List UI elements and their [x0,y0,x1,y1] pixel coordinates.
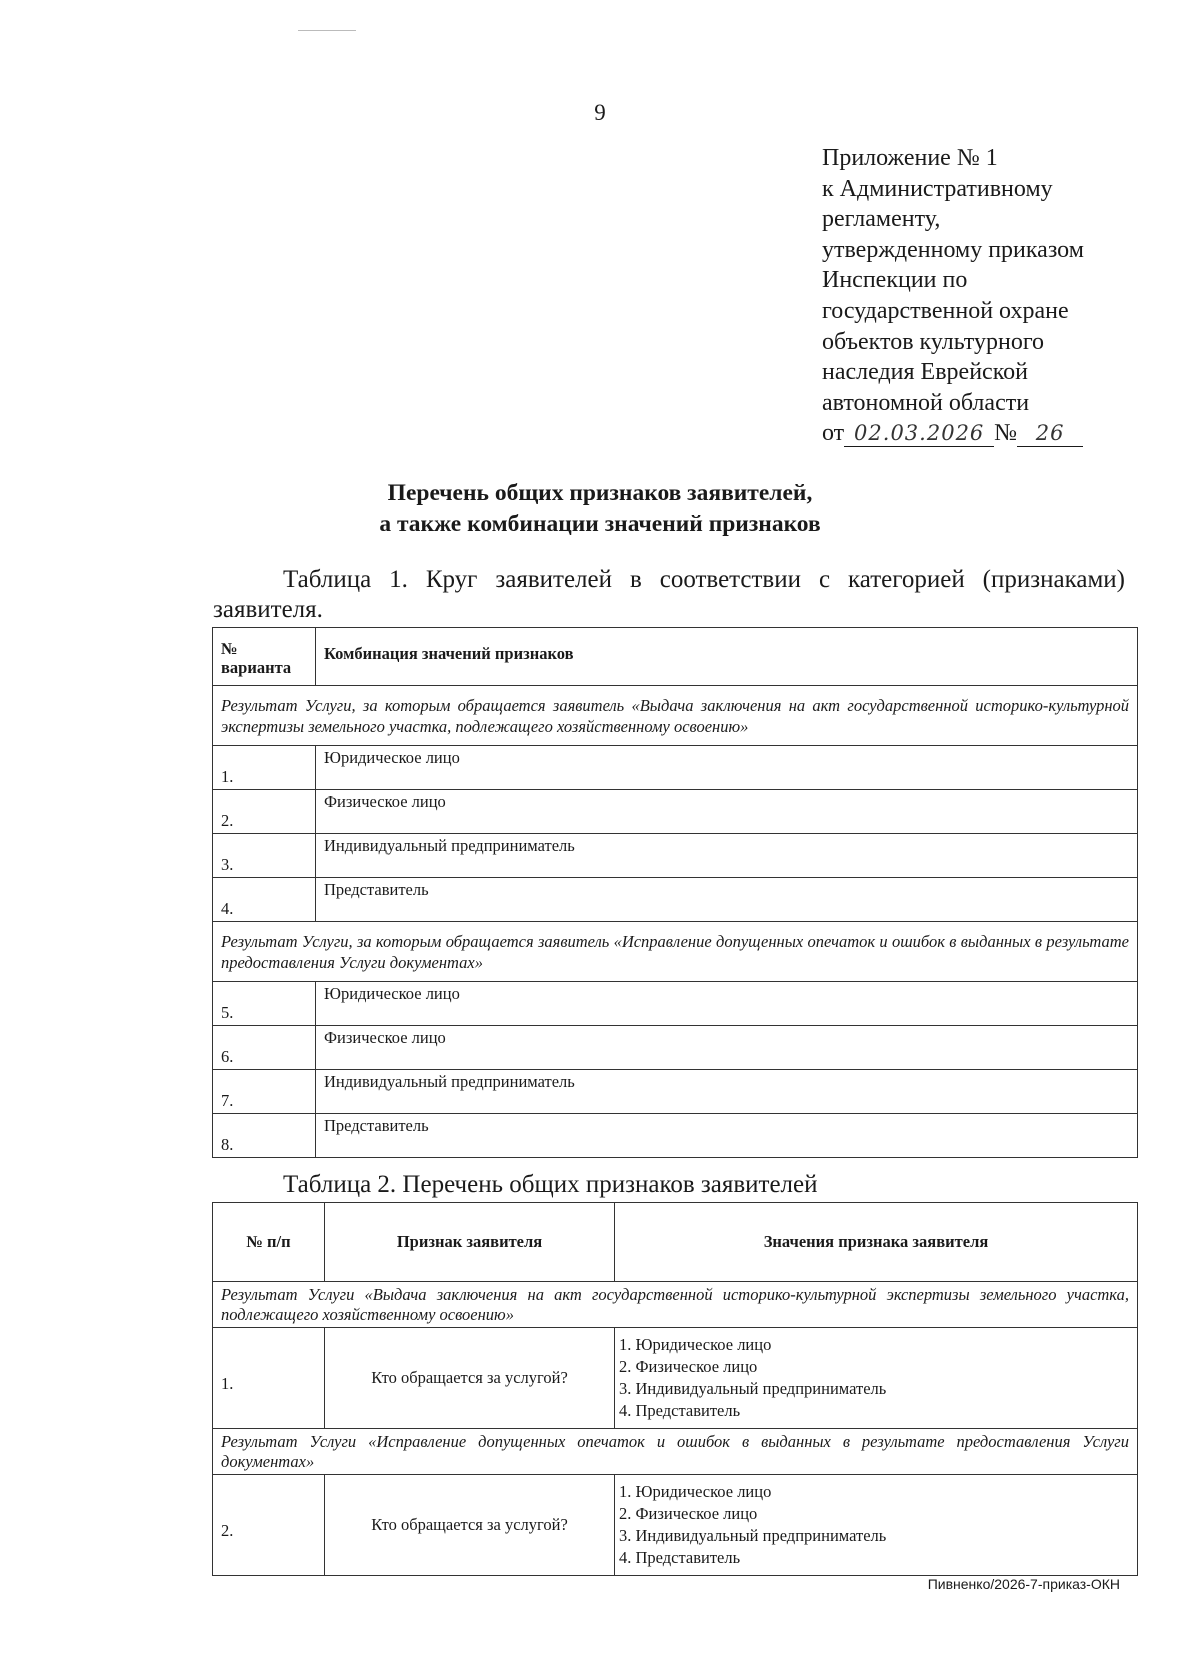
appendix-line: Приложение № 1 [822,145,998,171]
from-label: от [822,420,845,447]
section-title: Результат Услуги «Выдача заключения на акт государственной историко-культурной экспертизы земельного участка, подлежащего хозяйственному освоению» [213,1282,1138,1328]
table-row [213,790,1138,834]
row-question: Кто обращается за услугой? [325,1475,615,1576]
value-item: 2. Физическое лицо [619,1504,758,1523]
table-row [213,982,1138,1026]
document-title [0,478,1200,540]
title-line-2: а также комбинации значений признаков [379,511,821,537]
applicant-attributes-table [212,1202,1138,1576]
scan-artifact-line [298,30,356,31]
row-value: Представитель [316,878,1138,922]
table-header-row [213,1203,1138,1282]
row-number: 7. [213,1070,316,1114]
handwritten-number: 26 [1017,418,1083,447]
table-row [213,1026,1138,1070]
value-item: 3. Индивидуальный предприниматель [619,1526,887,1545]
appendix-line: автономной области [822,389,1030,416]
header-combination: Комбинация значений признаков [316,628,1138,686]
appendix-line: регламенту, [822,206,941,233]
table-section-row [213,686,1138,746]
header-attribute-values: Значения признака заявителя [615,1203,1138,1282]
appendix-block [822,143,1172,449]
table-section-row [213,1282,1138,1328]
number-label: № [994,420,1018,447]
handwritten-date: 02.03.2026 [844,418,994,447]
row-value: Физическое лицо [316,1026,1138,1070]
table-row [213,1114,1138,1158]
row-value: Индивидуальный предприниматель [316,1070,1138,1114]
table-section-row [213,922,1138,982]
row-number: 2. [213,1475,325,1576]
table1-caption: Таблица 1. Круг заявителей в соответствии с категорией (признаками) заявителя. [213,566,1125,623]
page-number: 9 [594,100,606,125]
row-question: Кто обращается за услугой? [325,1328,615,1429]
row-value: Индивидуальный предприниматель [316,834,1138,878]
row-value: Юридическое лицо [316,982,1138,1026]
table2-caption: Таблица 2. Перечень общих признаков заявителей [283,1171,818,1198]
header-variant-number: № варианта [213,628,316,686]
section-title: Результат Услуги «Исправление допущенных опечаток и ошибок в выданных в результате предоставления Услуги документах» [213,1429,1138,1475]
row-number: 1. [213,746,316,790]
row-number: 4. [213,878,316,922]
table-row [213,746,1138,790]
appendix-line: наследия Еврейской [822,359,1028,386]
table-section-row [213,1429,1138,1475]
title-line-1: Перечень общих признаков заявителей, [387,480,813,506]
section-title: Результат Услуги, за которым обращается заявитель «Выдача заключения на акт государственной историко-культурной экспертизы земельного участка, подлежащего хозяйственному освоению» [213,686,1138,746]
row-number: 1. [213,1328,325,1429]
appendix-line: утвержденному приказом [822,236,1084,263]
row-number: 5. [213,982,316,1026]
row-values [615,1328,1138,1429]
appendix-line: государственной охране [822,297,1069,324]
table-row [213,878,1138,922]
row-number: 6. [213,1026,316,1070]
appendix-line: объектов культурного [822,328,1045,355]
header-attribute: Признак заявителя [325,1203,615,1282]
appendix-signature-line [822,418,1172,449]
row-values [615,1475,1138,1576]
table-header-row [213,628,1138,686]
footer-document-code: Пивненко/2026-7-приказ-ОКН [927,1576,1120,1592]
value-item: 3. Индивидуальный предприниматель [619,1379,887,1398]
value-item: 4. Представитель [619,1548,741,1567]
value-item: 4. Представитель [619,1401,741,1420]
row-number: 8. [213,1114,316,1158]
table-row [213,834,1138,878]
row-value: Физическое лицо [316,790,1138,834]
value-item: 1. Юридическое лицо [619,1482,772,1501]
applicant-circle-table [212,627,1138,1158]
row-number: 2. [213,790,316,834]
row-value: Представитель [316,1114,1138,1158]
appendix-line: к Административному [822,175,1053,202]
value-item: 1. Юридическое лицо [619,1335,772,1354]
appendix-line: Инспекции по [822,267,968,294]
row-number: 3. [213,834,316,878]
table-row [213,1475,1138,1576]
table-row [213,1070,1138,1114]
row-value: Юридическое лицо [316,746,1138,790]
table-row [213,1328,1138,1429]
section-title: Результат Услуги, за которым обращается заявитель «Исправление допущенных опечаток и ошибок в выданных в результате предоставления Услуги документах» [213,922,1138,982]
value-item: 2. Физическое лицо [619,1357,758,1376]
header-item-number: № п/п [213,1203,325,1282]
